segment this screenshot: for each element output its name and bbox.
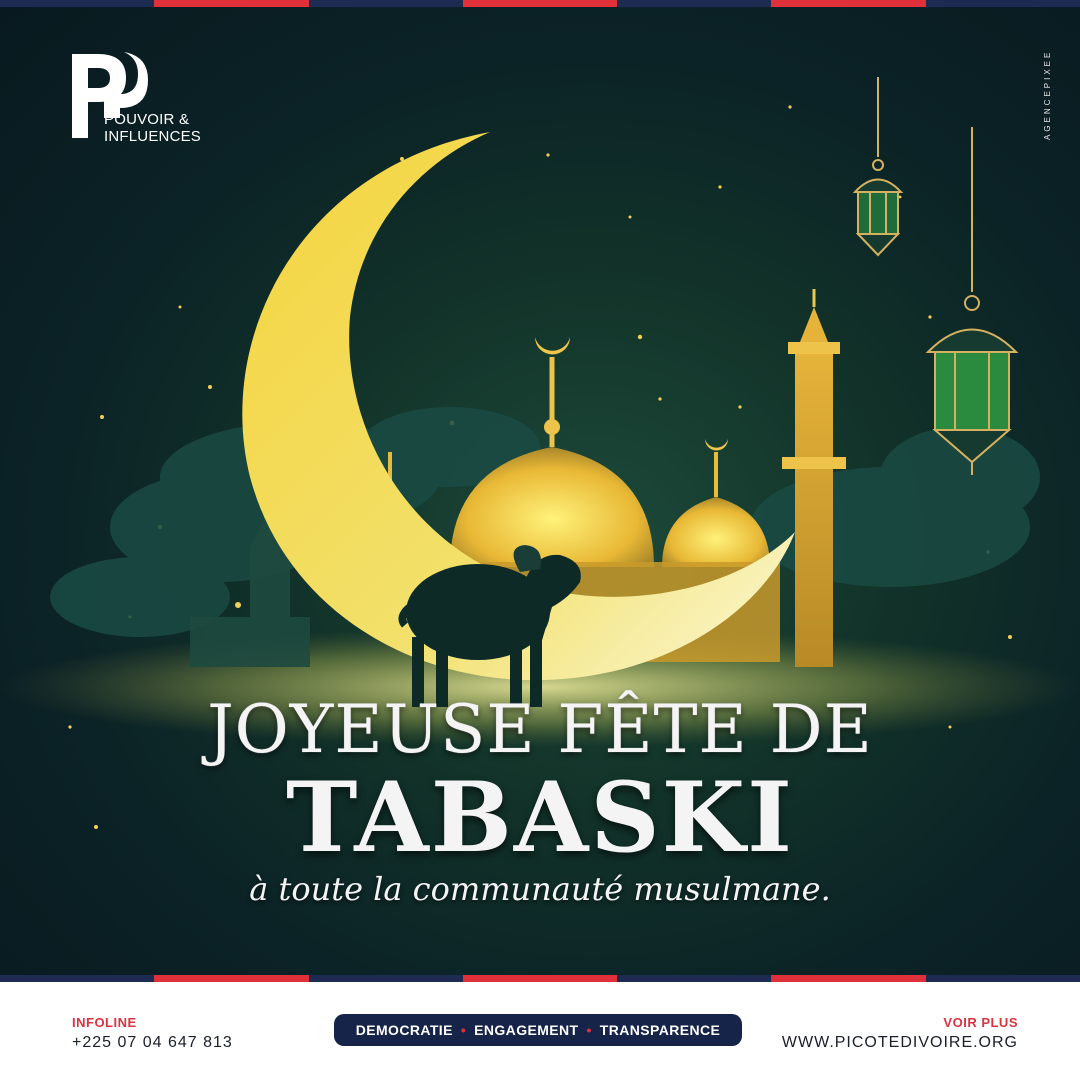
headline xyxy=(0,690,1080,908)
footer xyxy=(0,982,1080,1080)
headline-title: TABASKI xyxy=(286,761,794,874)
agency-credit: AGENCEPIXEE xyxy=(1043,49,1052,140)
website-link[interactable]: WWW.PICOTEDIVOIRE.ORG xyxy=(781,1034,1018,1051)
infoline xyxy=(72,1015,233,1052)
value-democratie: DEMOCRATIE xyxy=(355,1022,453,1038)
brand-line-1: POUVOIR & xyxy=(104,111,190,128)
brand-line-2: INFLUENCES xyxy=(104,128,202,145)
brand-name xyxy=(104,111,201,145)
infoline-label: INFOLINE xyxy=(72,1015,137,1030)
infoline-phone[interactable]: +225 07 04 647 813 xyxy=(72,1034,233,1051)
lantern-icon xyxy=(928,127,1016,475)
bottom-stripe xyxy=(0,975,1080,982)
value-engagement: ENGAGEMENT xyxy=(474,1022,579,1038)
headline-line-1: JOYEUSE FÊTE DE xyxy=(207,691,873,768)
separator-dot-icon: • xyxy=(460,1022,467,1038)
values-banner xyxy=(334,1014,742,1046)
voir-plus-label: VOIR PLUS xyxy=(943,1015,1018,1030)
voir-plus xyxy=(782,1015,1018,1052)
top-stripe xyxy=(0,0,1080,7)
separator-dot-icon: • xyxy=(586,1022,592,1038)
value-transparence: TRANSPARENCE xyxy=(599,1022,721,1038)
headline-subtitle: à toute la communauté musulmane. xyxy=(249,870,831,908)
lantern-icon xyxy=(855,77,901,255)
